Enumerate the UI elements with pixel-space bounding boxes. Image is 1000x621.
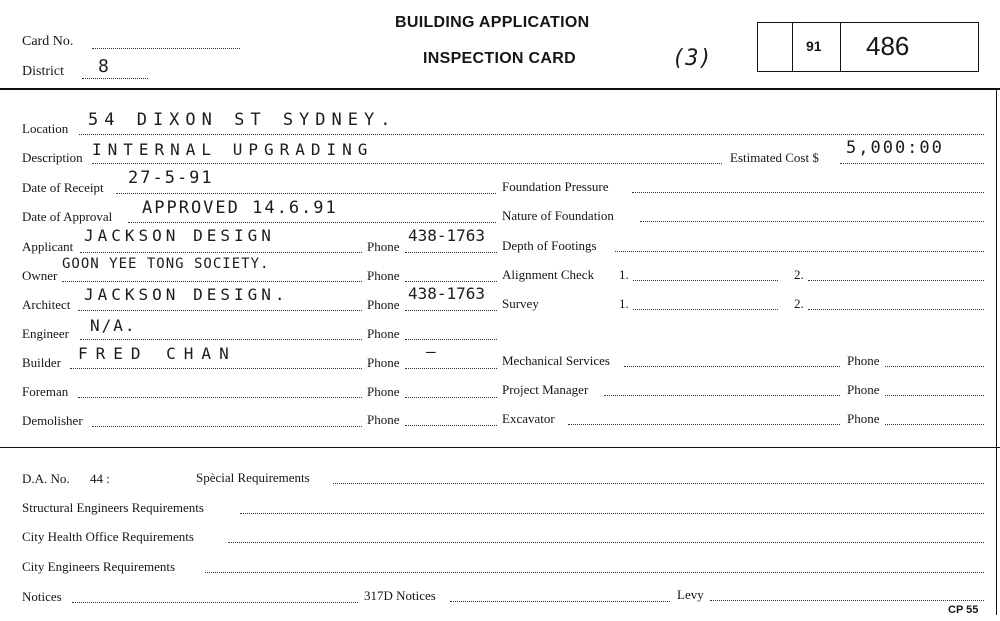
applicant-line [80,252,362,253]
engineer-label: Engineer [22,326,69,341]
architect-phone-line [405,310,497,311]
mechanical-services-phone-label: Phone [847,353,880,368]
nature-foundation-label: Nature of Foundation [502,208,614,223]
mechanical-services-phone-line [885,366,984,367]
applicant-phone-value: 438-1763 [408,226,486,245]
excavator-label: Excavator [502,411,555,426]
builder-line [70,368,362,369]
da-no-value: 44 : [90,471,110,486]
demolisher-phone-label: Phone [367,412,400,427]
da-no-label: D.A. No. [22,471,70,486]
description-label: Description [22,150,83,165]
builder-value: FRED CHAN [78,344,237,363]
estimated-cost-label: Estimated Cost $ [730,150,819,165]
engineer-line [80,339,362,340]
owner-phone-line [405,281,497,282]
depth-footings-line [615,251,984,252]
demolisher-line [92,426,362,427]
structural-engineers-label: Structural Engineers Requirements [22,500,204,515]
description-line [92,163,722,164]
structural-engineers-line [240,513,984,514]
foreman-phone-line [405,397,497,398]
date-approval-label: Date of Approval [22,209,113,224]
notices-317d-label: 317D Notices [364,588,436,603]
demolisher-label: Demolisher [22,413,83,428]
card-number: 486 [866,31,910,61]
location-line [79,134,984,135]
location-value: 54 DIXON ST SYDNEY. [88,110,397,130]
district-line [82,78,148,79]
applicant-phone-line [405,252,497,253]
district-label: District [22,64,64,79]
architect-phone-value: 438-1763 [408,284,486,303]
header-divider [0,88,1000,90]
levy-line [710,600,984,601]
city-engineers-label: City Engineers Requirements [22,559,176,574]
owner-line [62,281,362,282]
engineer-value: N/A. [90,316,137,335]
builder-phone-line [405,368,497,369]
applicant-label: Applicant [22,239,74,254]
nature-foundation-line [640,221,984,222]
excavator-line [568,424,840,425]
card-no-line [92,48,240,49]
foundation-pressure-line [632,192,984,193]
architect-line [78,310,362,311]
project-manager-label: Project Manager [502,382,589,397]
alignment-check-1: 1. [619,267,629,282]
card-number-prefix: 91 [806,38,822,54]
foreman-phone-label: Phone [367,384,400,399]
survey-line-1 [633,309,778,310]
builder-label: Builder [22,355,61,370]
city-health-label: City Health Office Requirements [22,529,194,544]
description-value: INTERNAL UPGRADING [92,140,374,159]
foreman-label: Foreman [22,384,69,399]
architect-phone-label: Phone [367,297,400,312]
survey-label: Survey [502,296,539,311]
owner-phone-label: Phone [367,268,400,283]
date-receipt-label: Date of Receipt [22,180,104,195]
date-receipt-line [116,193,496,194]
notices-label: Notices [22,589,62,604]
builder-phone-label: Phone [367,355,400,370]
architect-value: JACKSON DESIGN. [84,285,289,304]
notices-317d-line [450,601,670,602]
location-label: Location [22,121,69,136]
date-approval-value: APPROVED 14.6.91 [142,198,338,218]
excavator-phone-label: Phone [847,411,880,426]
applicant-phone-label: Phone [367,239,400,254]
alignment-check-label: Alignment Check [502,267,595,282]
city-health-line [228,542,984,543]
owner-label: Owner [22,268,58,283]
excavator-phone-line [885,424,984,425]
depth-footings-label: Depth of Footings [502,238,597,253]
section-divider [0,447,1000,448]
estimated-cost-line [840,163,984,164]
title-line-1: BUILDING APPLICATION [395,14,590,31]
project-manager-line [604,395,840,396]
circled-number: (3) [672,46,712,71]
mechanical-services-line [624,366,840,367]
survey-2: 2. [794,296,804,311]
card-number-box [757,22,979,72]
survey-1: 1. [619,296,629,311]
district-value: 8 [98,56,111,77]
special-requirements-line [333,483,984,484]
engineer-phone-line [405,339,497,340]
mechanical-services-label: Mechanical Services [502,353,610,368]
date-receipt-value: 27-5-91 [128,168,214,188]
form-code: CP 55 [948,604,979,616]
card-no-label: Card No. [22,34,74,49]
special-requirements-label: Spècial Requirements [196,470,310,485]
estimated-cost-value: 5,000:00 [846,138,944,158]
date-approval-line [128,222,496,223]
project-manager-phone-label: Phone [847,382,880,397]
right-border [996,90,997,615]
applicant-value: JACKSON DESIGN [84,226,275,245]
foreman-line [78,397,362,398]
city-engineers-line [205,572,984,573]
title-line-2: INSPECTION CARD [423,50,576,67]
architect-label: Architect [22,297,71,312]
builder-phone-value: — [426,342,438,361]
project-manager-phone-line [885,395,984,396]
owner-value: GOON YEE TONG SOCIETY. [62,256,270,272]
foundation-pressure-label: Foundation Pressure [502,179,609,194]
levy-label: Levy [677,587,704,602]
alignment-check-2: 2. [794,267,804,282]
demolisher-phone-line [405,425,497,426]
engineer-phone-label: Phone [367,326,400,341]
notices-line [72,602,358,603]
survey-line-2 [808,309,984,310]
alignment-check-line-1 [633,280,778,281]
alignment-check-line-2 [808,280,984,281]
